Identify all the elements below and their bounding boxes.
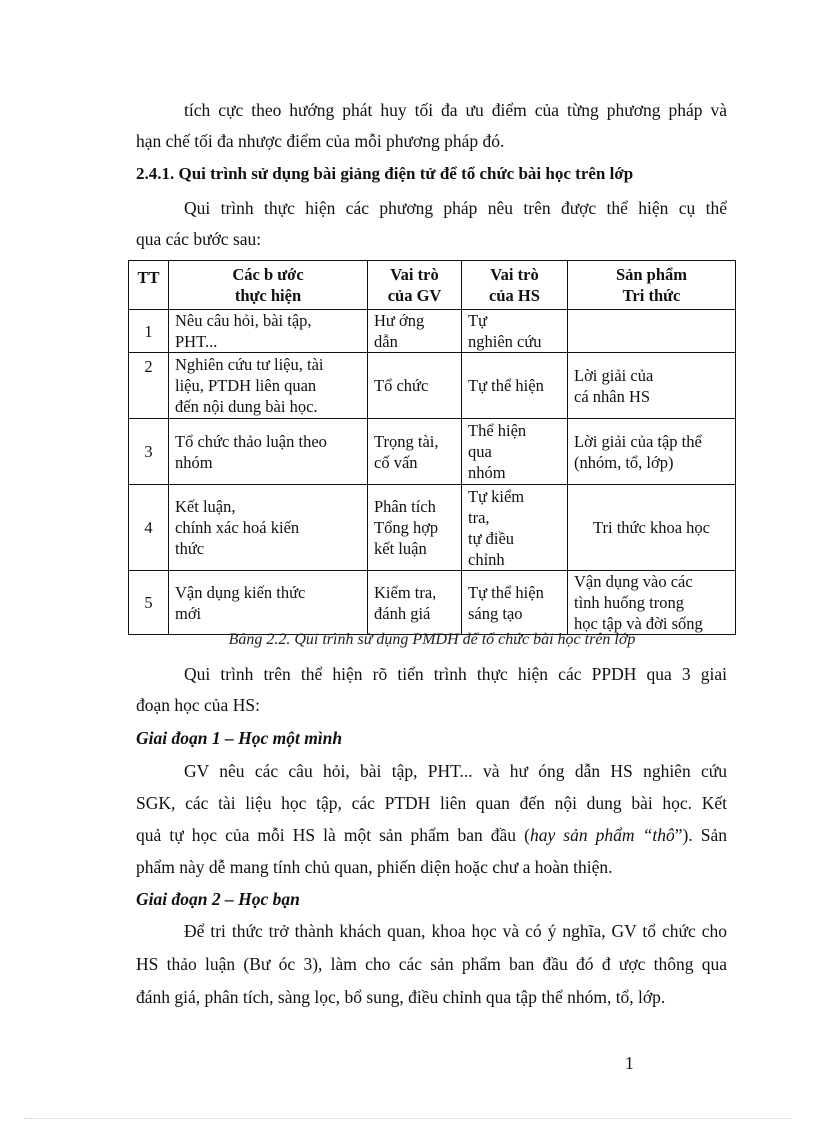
cell-product: [568, 571, 736, 635]
row-number: 3: [129, 419, 169, 485]
row-number: 1: [129, 310, 169, 353]
intro-line-1: tích cực theo hướng phát huy tối đa ưu điểm của từng phương pháp và: [184, 100, 727, 120]
cell-line: Phân tích: [374, 497, 436, 516]
cell-line: Tổ chức thảo luận theo: [175, 431, 327, 451]
stage1-line-3: [136, 824, 727, 846]
cell-hs-role: [462, 485, 568, 571]
cell-line: mới: [175, 603, 202, 623]
stage1-line-3-c: ”). Sản: [674, 825, 728, 845]
cell-line: Trọng tài,: [374, 431, 439, 451]
cell-line: dẫn: [374, 332, 398, 351]
header-steps-line1: Các b ước: [232, 265, 304, 284]
cell-line: chính xác hoá kiến: [175, 518, 300, 537]
table-row: [129, 419, 736, 485]
cell-line: cá nhân HS: [574, 386, 651, 406]
cell-line: Tổ chức: [374, 376, 429, 395]
summary-line-1: Qui trình trên thể hiện rõ tiến trình thực hiện các PPDH qua 3 giai: [184, 664, 727, 684]
cell-line: sáng tạo: [468, 603, 523, 623]
header-hs-line2: của HS: [489, 286, 540, 305]
table-row: [129, 485, 736, 571]
cell-line: đến nội dung bài học.: [175, 397, 318, 416]
cell-line: Tự kiểm: [468, 486, 525, 506]
cell-line: Hư ớng: [374, 311, 425, 330]
header-product: [568, 261, 736, 310]
cell-hs-role: [462, 419, 568, 485]
cell-line: Tự: [468, 311, 488, 330]
stage1-line-1: GV nêu các câu hỏi, bài tập, PHT... và hư óng dẫn HS nghiên cứu: [184, 761, 727, 781]
cell-product: [568, 419, 736, 485]
header-steps: [169, 261, 368, 310]
header-gv-line2: của GV: [387, 286, 442, 305]
table-header-row: [129, 261, 736, 310]
cell-line: Tự thể hiện: [468, 582, 544, 602]
header-gv-role: [368, 261, 462, 310]
header-hs-line1: Vai trò: [490, 265, 539, 284]
cell-line: Kiểm tra,: [374, 582, 437, 602]
cell-steps: [169, 353, 368, 419]
header-gv-line1: Vai trò: [390, 265, 439, 284]
steps-intro-line-2: qua các bước sau:: [136, 229, 262, 249]
cell-line: cố vấn: [374, 452, 418, 472]
cell-line: học tập và đời sống: [574, 614, 703, 633]
page-number: 1: [625, 1053, 634, 1073]
cell-line: kết luận: [374, 539, 427, 558]
cell-gv-role: [368, 571, 462, 635]
cell-steps: [169, 571, 368, 635]
stage1-line-4: phẩm này dễ mang tính chủ quan, phiến diện hoặc chư a hoàn thiện.: [136, 857, 613, 877]
stage1-line-2: SGK, các tài liệu học tập, các PTDH liên quan đến nội dung bài học. Kết: [136, 793, 727, 813]
cell-line: (nhóm, tổ, lớp): [574, 452, 674, 472]
header-product-line2: Tri thức: [622, 286, 681, 305]
cell-product: [568, 310, 736, 353]
table-row: [129, 571, 736, 635]
stage1-heading: Giai đoạn 1 – Học một mình: [136, 728, 343, 748]
cell-line: đánh giá: [374, 603, 431, 623]
cell-hs-role: [462, 353, 568, 419]
header-steps-line2: thực hiện: [234, 286, 302, 305]
cell-line: Vận dụng vào các: [574, 572, 693, 591]
cell-line: Lời giải của tập thể: [574, 431, 702, 451]
cell-gv-role: [368, 353, 462, 419]
section-heading: 2.4.1. Qui trình sử dụng bài giảng điện tử để tổ chức bài học trên lớp: [136, 164, 634, 183]
cell-steps: [169, 310, 368, 353]
cell-steps: [169, 419, 368, 485]
cell-steps: [169, 485, 368, 571]
table-row: [129, 310, 736, 353]
cell-line: chỉnh: [468, 549, 505, 569]
stage2-line-1: Để tri thức trở thành khách quan, khoa học và có ý nghĩa, GV tổ chức cho: [184, 921, 727, 941]
cell-line: Thể hiện: [468, 421, 527, 440]
cell-line: tự điều: [468, 528, 515, 548]
process-table: [128, 260, 736, 635]
cell-product: [568, 485, 736, 571]
cell-hs-role: [462, 571, 568, 635]
row-number: 2: [129, 353, 169, 419]
cell-gv-role: [368, 485, 462, 571]
cell-line: nghiên cứu: [468, 332, 542, 351]
header-product-line1: Sản phẩm: [615, 265, 688, 284]
header-tt-label: TT: [137, 268, 160, 287]
cell-line: Nêu câu hỏi, bài tập,: [175, 311, 312, 330]
table-caption: Bảng 2.2. Qui trình sử dụng PMDH để tổ chức bài học trên lớp: [228, 631, 636, 648]
stage2-heading: Giai đoạn 2 – Học bạn: [136, 889, 300, 909]
cell-line: liệu, PTDH liên quan: [175, 376, 317, 395]
cell-line: Tri thức khoa học: [593, 518, 710, 537]
stage1-line-3-italic: hay sản phẩm “thô: [529, 825, 675, 845]
cell-line: Nghiên cứu tư liệu, tài: [175, 355, 324, 374]
stage2-line-2: HS thảo luận (Bư óc 3), làm cho các sản phẩm ban đầu đó đ ược thông qua: [136, 954, 727, 974]
cell-line: tình huống trong: [574, 593, 684, 612]
cell-line: nhóm: [468, 463, 506, 482]
stage2-line-3: đánh giá, phân tích, sàng lọc, bổ sung, điều chỉnh qua tập thể nhóm, tổ, lớp.: [136, 987, 666, 1007]
summary-line-2: đoạn học của HS:: [136, 695, 260, 715]
table-row: [129, 353, 736, 419]
cell-line: tra,: [468, 507, 490, 527]
cell-line: Vận dụng kiến thức: [175, 582, 306, 602]
row-number: 5: [129, 571, 169, 635]
cell-line: nhóm: [175, 452, 213, 472]
cell-hs-role: [462, 310, 568, 353]
cell-line: Lời giải của: [574, 365, 654, 385]
cell-line: Tự thể hiện: [468, 376, 544, 395]
cell-line: Tổng hợp: [374, 518, 439, 537]
cell-line: thức: [175, 539, 205, 558]
cell-line: qua: [468, 442, 492, 461]
cell-gv-role: [368, 419, 462, 485]
cell-gv-role: [368, 310, 462, 353]
header-tt: [129, 261, 169, 310]
cell-line: PHT...: [175, 332, 218, 351]
header-hs-role: [462, 261, 568, 310]
page-bottom-rule: [24, 1118, 792, 1119]
cell-line: Kết luận,: [175, 497, 236, 516]
cell-product: [568, 353, 736, 419]
steps-intro-line-1: Qui trình thực hiện các phương pháp nêu trên được thể hiện cụ thể: [184, 198, 727, 218]
intro-line-2: hạn chế tối đa nhược điểm của mỗi phương pháp đó.: [136, 131, 505, 151]
stage1-line-3-a: quả tự học của mỗi HS là một sản phẩm ban đầu (: [136, 825, 530, 845]
row-number: 4: [129, 485, 169, 571]
